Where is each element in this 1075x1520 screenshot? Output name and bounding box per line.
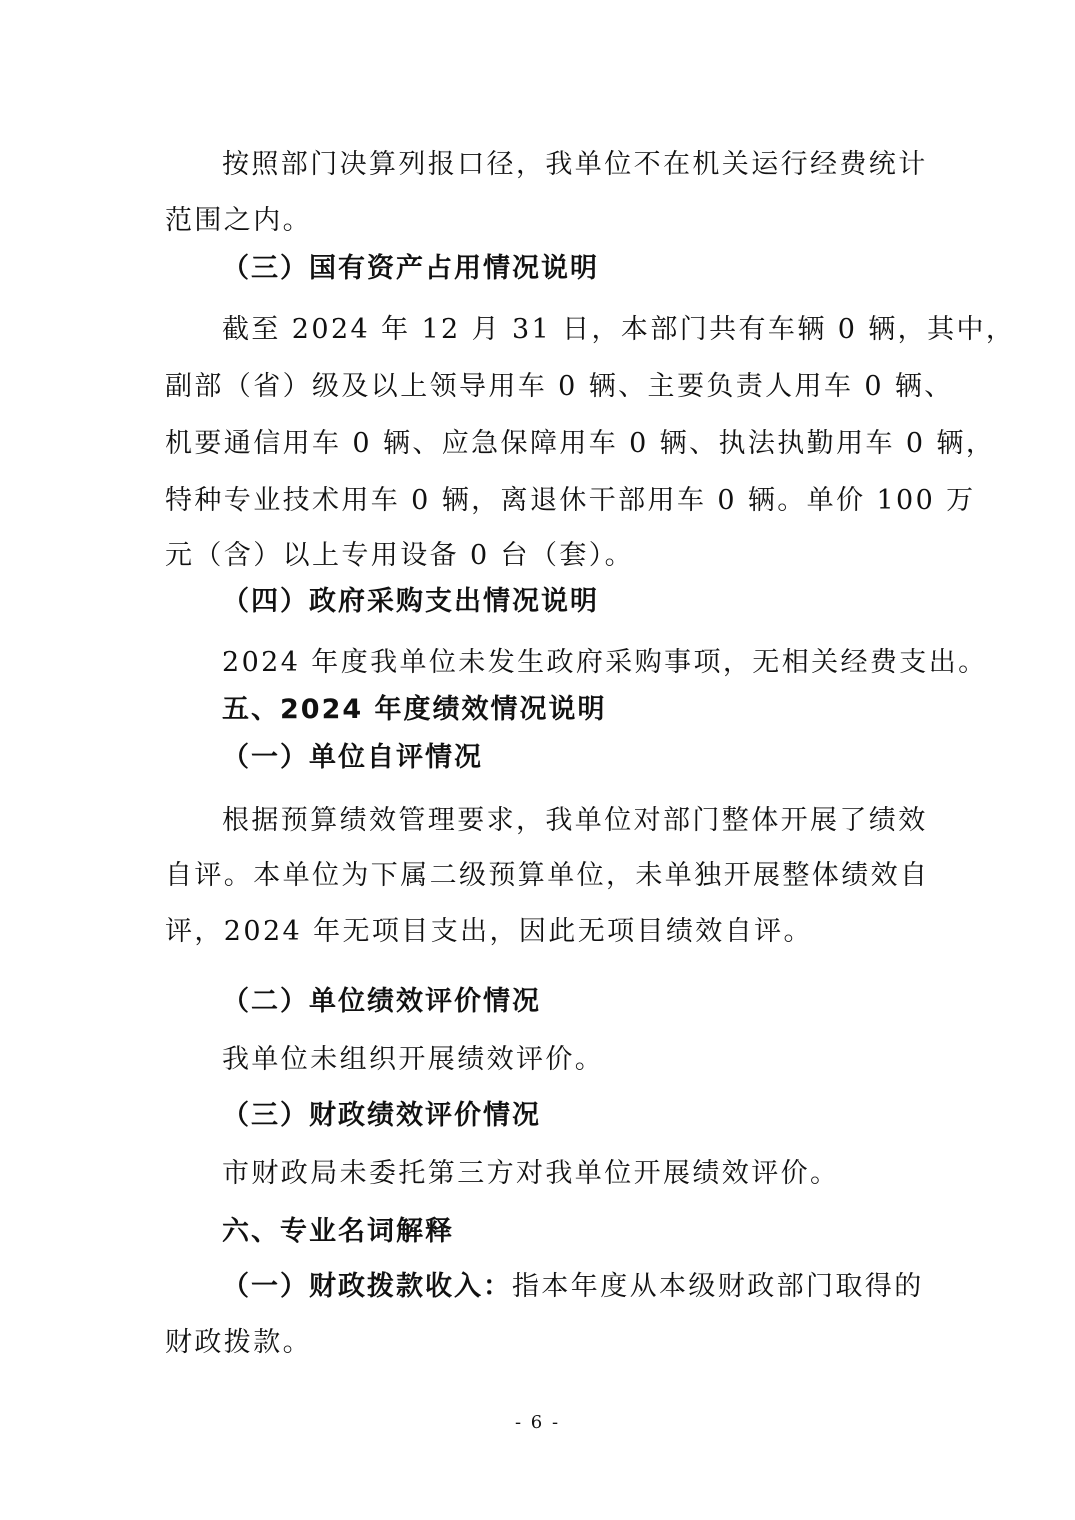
body-line: 截至 2024 年 12 月 31 日，本部门共有车辆 0 辆，其中，	[222, 314, 1016, 345]
body-line: 按照部门决算列报口径，我单位不在机关运行经费统计	[222, 149, 928, 180]
subsection-heading: （一）单位自评情况	[222, 742, 483, 773]
page-number: - 6 -	[514, 1412, 561, 1433]
section-heading: 六、专业名词解释	[222, 1216, 454, 1247]
body-line: 我单位未组织开展绩效评价。	[222, 1044, 605, 1075]
subsection-heading: （二）单位绩效评价情况	[222, 986, 541, 1017]
body-line: 2024 年度我单位未发生政府采购事项，无相关经费支出。	[222, 647, 988, 678]
body-line: 机要通信用车 0 辆、应急保障用车 0 辆、执法执勤用车 0 辆，	[165, 428, 996, 459]
body-line: 副部（省）级及以上领导用车 0 辆、主要负责人用车 0 辆、	[165, 371, 954, 402]
body-line: 自评。本单位为下属二级预算单位，未单独开展整体绩效自	[165, 860, 930, 891]
subsection-heading: （四）政府采购支出情况说明	[222, 586, 599, 617]
body-line: 市财政局未委托第三方对我单位开展绩效评价。	[222, 1158, 840, 1189]
subsection-heading: （三）国有资产占用情况说明	[222, 253, 599, 284]
term-label: （一）财政拨款收入：	[222, 1271, 512, 1302]
term-text: 指本年度从本级财政部门取得的	[512, 1271, 924, 1302]
body-line: 根据预算绩效管理要求，我单位对部门整体开展了绩效	[222, 805, 928, 836]
body-line: 特种专业技术用车 0 辆，离退休干部用车 0 辆。单价 100 万	[165, 485, 976, 516]
body-line: 财政拨款。	[165, 1327, 312, 1358]
term-definition-line	[222, 1267, 924, 1307]
body-line: 评，2024 年无项目支出，因此无项目绩效自评。	[165, 916, 813, 947]
body-line: 元（含）以上专用设备 0 台（套）。	[165, 540, 635, 571]
body-line: 范围之内。	[165, 205, 312, 236]
section-heading: 五、2024 年度绩效情况说明	[222, 694, 607, 725]
subsection-heading: （三）财政绩效评价情况	[222, 1100, 541, 1131]
